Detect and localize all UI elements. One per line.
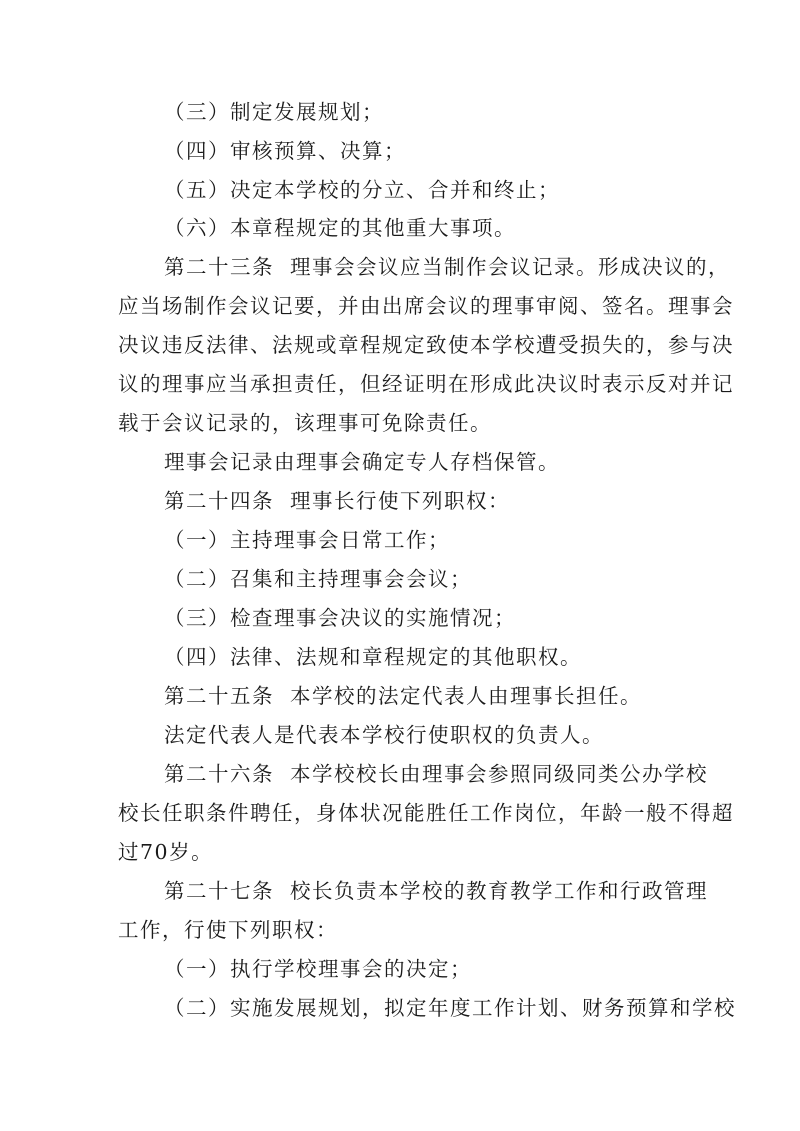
article-26-text: 本学校校长由理事会参照同级同类公办学校 xyxy=(290,762,708,786)
paragraph-line: 载于会议记录的，该理事可免除责任。 xyxy=(118,411,492,435)
article-25-text: 本学校的法定代表人由理事长担任。 xyxy=(290,684,642,708)
list-item: （四）法律、法规和章程规定的其他职权。 xyxy=(164,645,582,669)
list-item: （六）本章程规定的其他重大事项。 xyxy=(164,216,516,240)
article-23-text: 理事会会议应当制作会议记录。形成决议的， xyxy=(290,255,730,279)
paragraph-line: 理事会记录由理事会确定专人存档保管。 xyxy=(164,450,560,474)
article-23-first-line xyxy=(164,247,744,287)
article-26-number: 第二十六条 xyxy=(164,762,274,786)
paragraph-line: 议的理事应当承担责任，但经证明在形成此决议时表示反对并记 xyxy=(118,372,734,396)
paragraph-line: 法定代表人是代表本学校行使职权的负责人。 xyxy=(164,723,604,747)
list-item: （一）主持理事会日常工作； xyxy=(164,528,450,552)
article-26-first-line xyxy=(164,754,744,794)
article-24-text: 理事长行使下列职权： xyxy=(290,489,510,513)
article-24-number: 第二十四条 xyxy=(164,489,274,513)
list-item: （二）实施发展规划，拟定年度工作计划、财务预算和学校 xyxy=(164,996,736,1020)
article-25-first-line xyxy=(164,676,744,716)
list-item: （三）检查理事会决议的实施情况； xyxy=(164,606,516,630)
paragraph-line: 工作，行使下列职权： xyxy=(118,918,338,942)
article-23-number: 第二十三条 xyxy=(164,255,274,279)
article-27-number: 第二十七条 xyxy=(164,879,274,903)
article-27-first-line xyxy=(164,871,744,911)
paragraph-line: 应当场制作会议记要，并由出席会议的理事审阅、签名。理事会 xyxy=(118,294,734,318)
article-24-first-line xyxy=(164,481,744,521)
list-item: （一）执行学校理事会的决定； xyxy=(164,957,472,981)
list-item: （三）制定发展规划； xyxy=(164,100,384,124)
list-item: （二）召集和主持理事会会议； xyxy=(164,567,472,591)
list-item: （四）审核预算、决算； xyxy=(164,139,406,163)
paragraph-line: 过70岁。 xyxy=(118,840,214,864)
article-25-number: 第二十五条 xyxy=(164,684,274,708)
list-item: （五）决定本学校的分立、合并和终止； xyxy=(164,178,560,202)
article-27-text: 校长负责本学校的教育教学工作和行政管理 xyxy=(290,879,708,903)
paragraph-line: 决议违反法律、法规或章程规定致使本学校遭受损失的，参与决 xyxy=(118,333,734,357)
paragraph-line: 校长任职条件聘任，身体状况能胜任工作岗位，年龄一般不得超 xyxy=(118,801,734,825)
